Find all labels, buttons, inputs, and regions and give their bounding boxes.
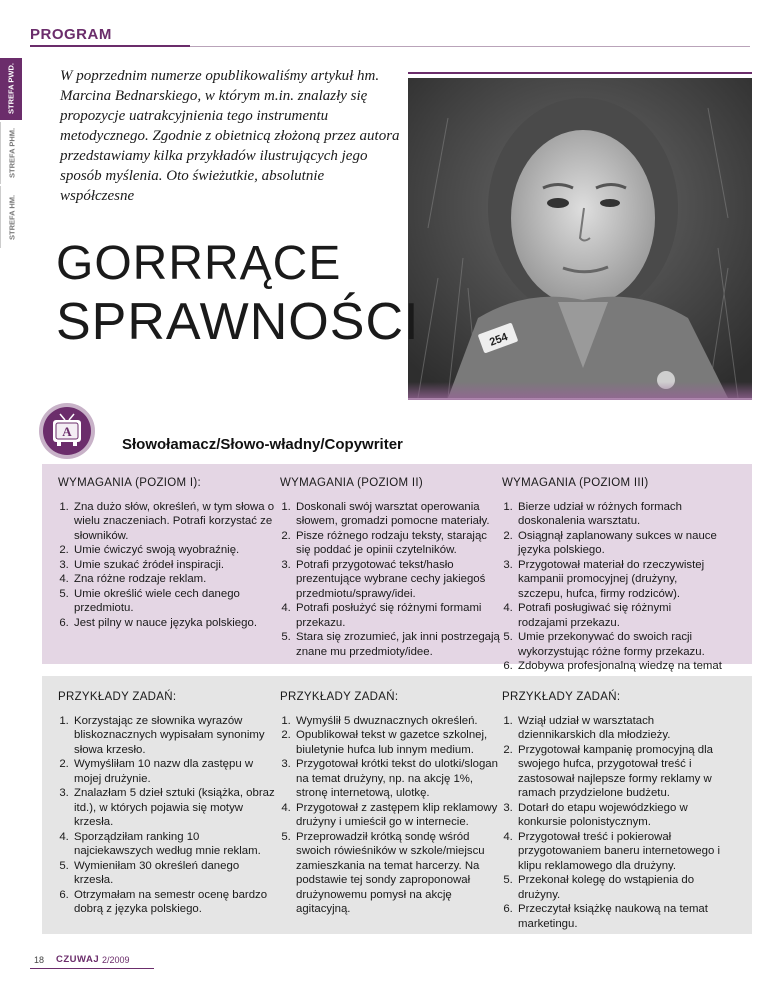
badge-letter: A <box>62 424 72 439</box>
list-item: 4. Potrafi posłużyć się różnymi formami przekazu. <box>294 601 500 630</box>
list-item: 5. Wymieniłam 30 określeń danego krzesła. <box>72 859 278 888</box>
examples-heading: PRZYKŁADY ZADAŃ: <box>502 691 621 703</box>
badge-title: Słowołamacz/Słowo-władny/Copywriter <box>122 436 403 453</box>
list-item: 2. Pisze różnego rodzaju teksty, starając się poddać je opinii czytelników. <box>294 529 500 558</box>
page-number: 18 <box>34 955 45 965</box>
list-item: 5. Umie określić wiele cech danego przedmiotu. <box>72 587 278 616</box>
list-item: 3. Znalazłam 5 dzieł sztuki (książka, obraz itd.), w których pojawia się motyw krzesła. <box>72 786 278 830</box>
footer-rule <box>30 968 154 969</box>
issue-number: 2/2009 <box>102 955 130 965</box>
uniform-number-badge: 254 <box>488 331 510 349</box>
list-item: 6. Przeczytał książkę naukową na temat marketingu. <box>516 902 722 931</box>
requirements-heading: WYMAGANIA (POZIOM I): <box>58 477 202 489</box>
section-label: PROGRAM <box>30 26 112 43</box>
headline-line-1: GORRRĄCE <box>56 237 342 290</box>
photo-fade <box>408 382 752 400</box>
list-item: 3. Umie szukać źródeł inspiracji. <box>72 558 278 573</box>
list-item: 6. Zdobywa profesjonalną wiedzę na temat <box>516 659 722 688</box>
examples-col-3 <box>502 690 722 931</box>
headline-line-2: SPRAWNOŚCI <box>56 293 420 351</box>
list-item: 3. Przygotował materiał do rzeczywistej kampanii promocyjnej (drużyny, szczepu, hufca, firmy rodziców). <box>516 558 722 602</box>
list-item: 4. Sporządziłam ranking 10 najciekawszych według mnie reklam. <box>72 830 278 859</box>
list-item: 5. Stara się zrozumieć, jak inni postrzegają znane mu przedmioty/idee. <box>294 630 500 659</box>
requirements-heading: WYMAGANIA (POZIOM II) <box>280 477 424 489</box>
scout-portrait-photo <box>408 78 752 398</box>
header-rule <box>30 45 190 47</box>
list-item: 1. Wziął udział w warsztatach dziennikarskich dla młodzieży. <box>516 714 722 743</box>
list-item: 3. Dotarł do etapu wojewódzkiego w konkursie polonistycznym. <box>516 801 722 830</box>
examples-col-1 <box>58 690 278 917</box>
list-item: 4. Zna różne rodzaje reklam. <box>72 572 278 587</box>
list-item: 2. Opublikował tekst w gazetce szkolnej, biuletynie hufca lub innym medium. <box>294 728 500 757</box>
magazine-name: CZUWAJ <box>56 954 100 965</box>
side-tab-pwd: STREFA PWD. <box>0 58 22 120</box>
list-item: 2. Wymyśliłam 10 nazw dla zastępu w mojej drużynie. <box>72 757 278 786</box>
list-item: 2. Osiągnął zaplanowany sukces w nauce języka polskiego. <box>516 529 722 558</box>
list-item: 6. Jest pilny w nauce języka polskiego. <box>72 616 278 631</box>
list-item: 2. Umie ćwiczyć swoją wyobraźnię. <box>72 543 278 558</box>
list-item: 3. Przygotował krótki tekst do ulotki/slogan na temat drużyny, np. na akcję 1%, stronę internetową, ulotkę. <box>294 757 500 801</box>
requirements-col-3 <box>502 476 722 688</box>
list-item: 1. Doskonali swój warsztat operowania słowem, gromadzi pomocne materiały. <box>294 500 500 529</box>
requirements-col-1 <box>58 476 278 630</box>
tv-badge-icon <box>38 402 96 460</box>
list-item: 5. Umie przekonywać do swoich racji wykorzystując różne formy przekazu. <box>516 630 722 659</box>
list-item: 1. Korzystając ze słownika wyrazów bliskoznacznych wypisałam synonimy słowa krzesło. <box>72 714 278 758</box>
examples-panel <box>42 676 752 934</box>
photo-top-rule <box>408 72 752 74</box>
list-item: 5. Przeprowadził krótką sondę wśród swoich rówieśników w szkole/miejscu zamieszkania na temat harcerzy. Na podstawie tej sondy zaproponował drużynowemu pomysł na akcję agitacyjną. <box>294 830 500 917</box>
examples-col-2 <box>280 690 500 917</box>
list-item: 1. Zna dużo słów, określeń, w tym słowa o wielu znaczeniach. Potrafi korzystać ze słowników. <box>72 500 278 544</box>
requirements-heading: WYMAGANIA (POZIOM III) <box>502 477 649 489</box>
side-tab-hm: STREFA HM. <box>0 186 23 248</box>
side-tabs <box>0 58 26 248</box>
list-item: 2. Przygotował kampanię promocyjną dla swojego hufca, przygotował treść i zastosował najlepsze formy reklamy w ramach przydzielone budżetu. <box>516 743 722 801</box>
header-thin-rule <box>190 46 750 47</box>
requirements-col-2 <box>280 476 500 659</box>
list-item: 1. Wymyślił 5 dwuznacznych określeń. <box>294 714 500 729</box>
examples-heading: PRZYKŁADY ZADAŃ: <box>58 691 177 703</box>
requirements-panel <box>42 464 752 672</box>
list-item: 3. Potrafi przygotować tekst/hasło prezentujące wybrane cechy jakiegoś przedmiotu/sprawy/idei. <box>294 558 500 602</box>
side-tab-phm: STREFA PHM. <box>0 122 23 184</box>
list-item: 4. Potrafi posługiwać się różnymi rodzajami przekazu. <box>516 601 722 630</box>
intro-paragraph: W poprzednim numerze opublikowaliśmy artykuł hm. Marcina Bednarskiego, w którym m.in. znalazły się propozycje uatrakcyjnienia tego instrumentu metodycznego. Zgodnie z obietnicą złożoną przez autora przedstawiamy kilka przykładów ilustrujących jego sposób myślenia. Oto świeżutkie, absolutnie współczesne <box>60 68 400 204</box>
list-item: 5. Przekonał kolegę do wstąpienia do drużyny. <box>516 873 722 902</box>
examples-heading: PRZYKŁADY ZADAŃ: <box>280 691 399 703</box>
list-item: 1. Bierze udział w różnych formach doskonalenia warsztatu. <box>516 500 722 529</box>
list-item: 6. Otrzymałam na semestr ocenę bardzo dobrą z języka polskiego. <box>72 888 278 917</box>
portrait-illustration <box>408 78 752 398</box>
list-item: 4. Przygotował z zastępem klip reklamowy drużyny i umieścił go w internecie. <box>294 801 500 830</box>
list-item: 4. Przygotował treść i pokierował przygotowaniem baneru internetowego i klipu reklamowego dla drużyny. <box>516 830 722 874</box>
